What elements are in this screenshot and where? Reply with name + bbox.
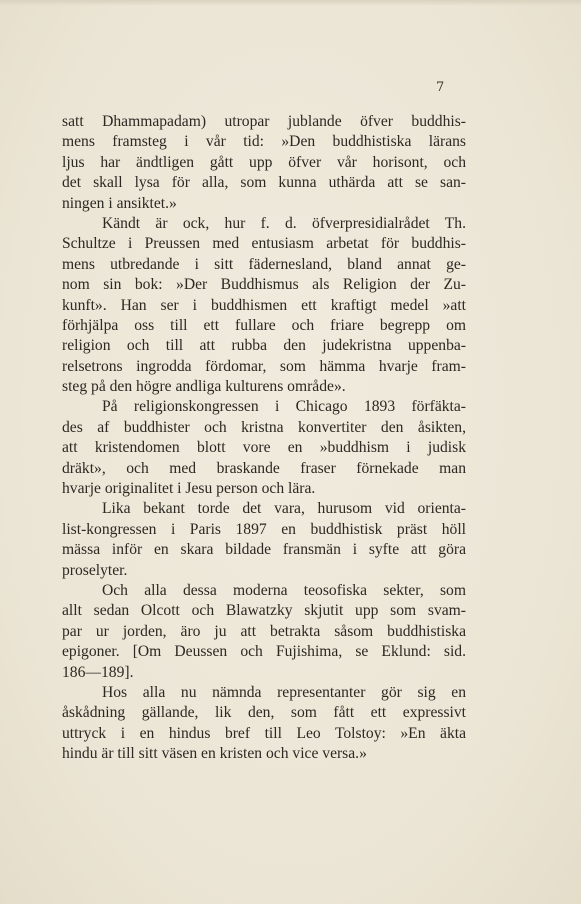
text-line: satt Dhammapadam) utropar jublande öfver buddhis-	[62, 113, 466, 130]
text-line: hindu är till sitt väsen en kristen och vice versa.»	[62, 745, 367, 763]
text-line: att kristendomen blott vore en »buddhism i judisk	[62, 439, 466, 457]
text-line: åskådning gällande, lik den, som fått ett expressivt	[62, 704, 466, 722]
text-line: Kändt är ock, hur f. d. öfverpresidialrådet Th.	[102, 214, 466, 232]
text-line: Schultze i Preussen med entusiasm arbetat för buddhis-	[62, 235, 466, 253]
text-line: ljus har ändtligen gått upp öfver vår horisont, och	[62, 153, 466, 171]
page-top-edge	[0, 0, 581, 6]
text-line: mens utbredande i sitt fädernesland, bland annat ge-	[62, 255, 466, 273]
text-line: des af buddhister och kristna konvertiter den åsikten,	[62, 418, 466, 436]
text-line: nom sin bok: »Der Buddhismus als Religion der Zu-	[62, 276, 466, 294]
text-line: steg på den högre andliga kulturens område».	[62, 378, 346, 396]
body-text	[62, 112, 466, 765]
text-line: par ur jorden, äro ju att betrakta såsom buddhistiska	[62, 622, 466, 640]
text-line: proselyter.	[62, 561, 128, 579]
text-line: hvarje originalitet i Jesu person och lära.	[62, 480, 316, 498]
text-line: På religionskongressen i Chicago 1893 förfäkta-	[102, 398, 466, 416]
text-line: Hos alla nu nämnda representanter gör sig en	[102, 683, 466, 701]
text-line: kunft». Han ser i buddhismen ett kraftigt medel »att	[62, 296, 466, 314]
text-line: allt sedan Olcott och Blawatzky skjutit upp som svam-	[62, 602, 466, 620]
text-line: religion och till att rubba den judekristna uppenba-	[62, 337, 466, 355]
page-number: 7	[436, 80, 445, 95]
text-line: Och alla dessa moderna teosofiska sekter, som	[102, 581, 466, 599]
text-line: det skall lysa för alla, som kunna uthärda att se san-	[62, 174, 466, 192]
text-line: ningen i ansiktet.»	[62, 194, 177, 212]
text-line: mässa inför en skara bildade fransmän i syfte att göra	[62, 541, 466, 559]
text-line: uttryck i en hindus bref till Leo Tolstoy: »En äkta	[62, 724, 466, 742]
text-line: mens framsteg i vår tid: »Den buddhistiska lärans	[62, 133, 466, 151]
text-line: förhjälpa oss till ett fullare och friare begrepp om	[62, 316, 466, 334]
text-line: dräkt», och med braskande fraser förnekade man	[62, 459, 466, 477]
text-line: list-kongressen i Paris 1897 en buddhistisk präst höll	[62, 520, 466, 538]
text-line: epigoner. [Om Deussen och Fujishima, se Eklund: sid.	[62, 643, 466, 661]
text-line: 186—189].	[62, 663, 134, 681]
text-line: relsetrons ingrodda fördomar, som hämma hvarje fram-	[62, 357, 466, 375]
text-line: Lika bekant torde det vara, hurusom vid orienta-	[102, 500, 466, 518]
